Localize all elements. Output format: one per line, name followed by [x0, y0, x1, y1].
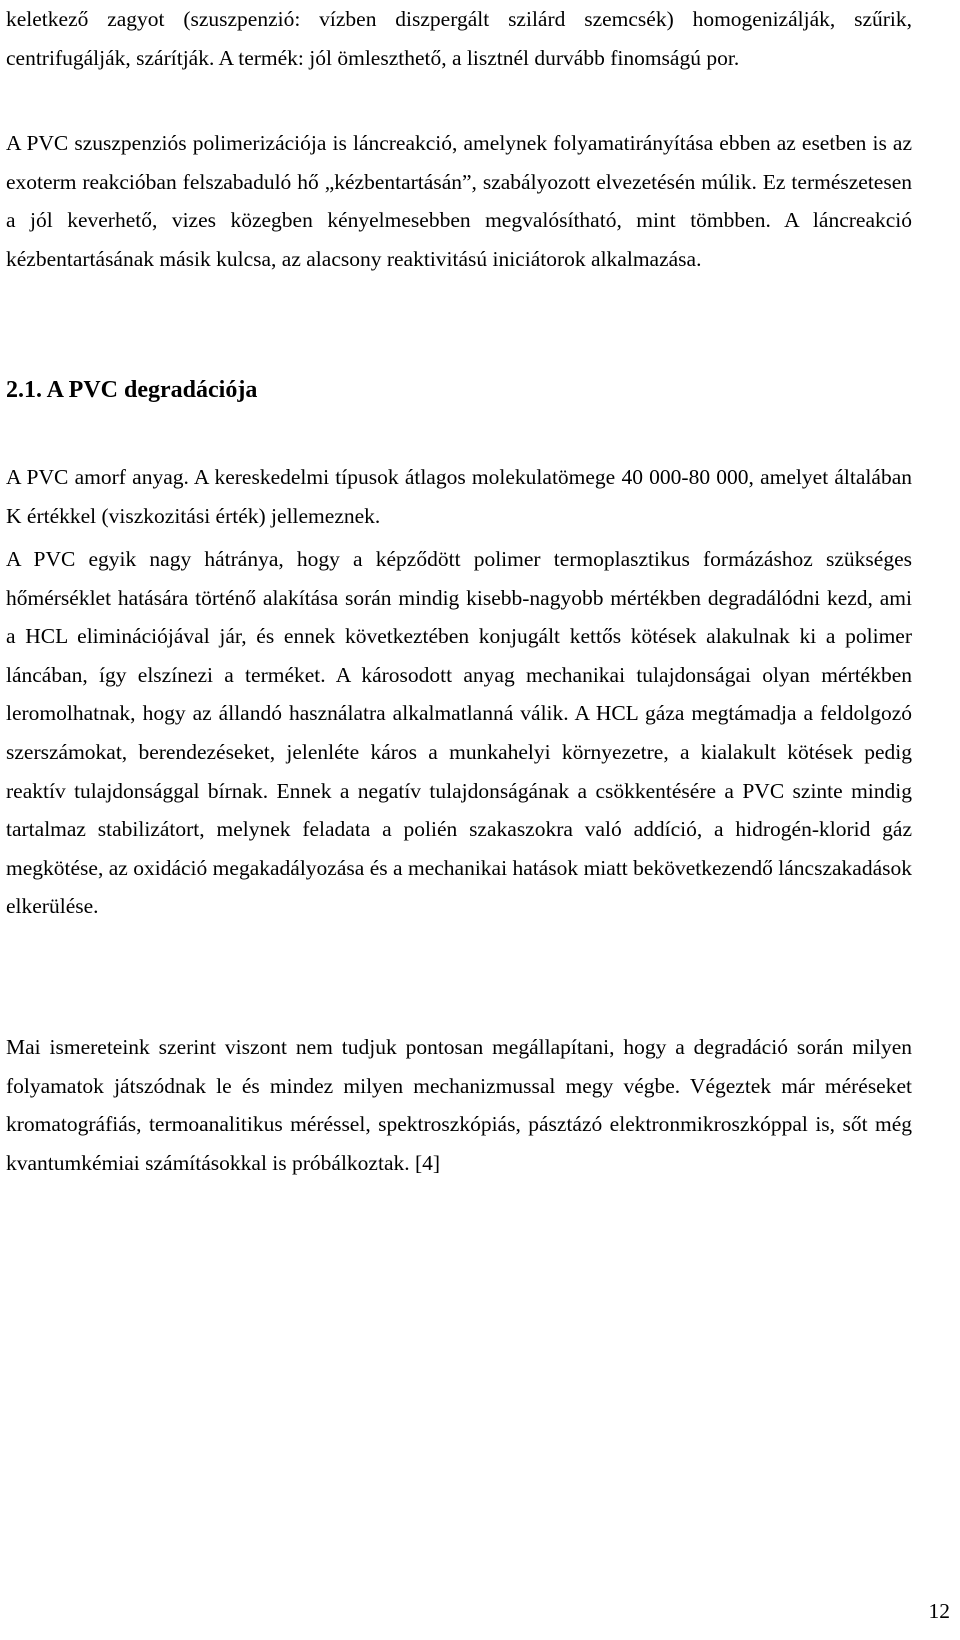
paragraph-pvc-amorphous: A PVC amorf anyag. A kereskedelmi típusok átlagos molekulatömege 40 000-80 000, amelyet általában K értékkel (viszkozitási érték) jellemeznek.: [6, 465, 912, 528]
paragraph-suspension-polymerization: A PVC szuszpenziós polimerizációja is láncreakció, amelynek folyamatirányítása ebben az esetben is az exoterm reakcióban felszabaduló hő „kézbentartásán”, szabályozott elvezetésén múlik. Ez természetesen a jól keverhető, vizes közegben kényelmesebben megvalósítható, mint tömbben. A láncreakció kézbentartásának másik kulcsa, az alacsony reaktivitású iniciátorok alkalmazása.: [6, 131, 912, 271]
paragraph-degradation-research: Mai ismereteink szerint viszont nem tudjuk pontosan megállapítani, hogy a degradáció során milyen folyamatok játszódnak le és mindez milyen mechanizmussal megy végbe. Végeztek már méréseket kromatográfiás, termoanalitikus méréssel, spektroszkópiás, pásztázó elektronmikroszkóppal is, sőt még kvantumkémiai számításokkal is próbálkoztak. [4]: [6, 1035, 912, 1175]
section-heading: 2.1. A PVC degradációja: [6, 377, 258, 403]
paragraph-suspension-processing: keletkező zagyot (szuszpenzió: vízben diszpergált szilárd szemcsék) homogenizálják, szűrik, centrifugálják, szárítják. A termék: jól ömleszthető, a lisztnél durvább finomságú por.: [6, 7, 912, 70]
paragraph-pvc-degradation-drawbacks: A PVC egyik nagy hátránya, hogy a képződött polimer termoplasztikus formázáshoz szükséges hőmérséklet hatására történő alakítása során mindig kisebb-nagyobb mértékben degradálódni kezd, ami a HCL eliminációjával jár, és ennek következtében konjugált kettős kötések alakulnak ki a polimer láncában, így elszínezi a terméket. A károsodott anyag mechanikai tulajdonságai olyan mértékben leromolhatnak, hogy az állandó használatra alkalmatlanná válik. A HCL gáza megtámadja a feldolgozó szerszámokat, berendezéseket, jelenléte káros a munkahelyi környezetre, a kialakult kötések pedig reaktív tulajdonsággal bírnak. Ennek a negatív tulajdonságának a csökkentésére a PVC szinte mindig tartalmaz stabilizátort, melynek feladata a polién szakaszokra való addíció, a hidrogén-klorid gáz megkötése, az oxidáció megakadályozása és a mechanikai hatások miatt bekövetkezendő láncszakadások elkerülése.: [6, 547, 912, 919]
page-number: 12: [928, 1599, 950, 1623]
